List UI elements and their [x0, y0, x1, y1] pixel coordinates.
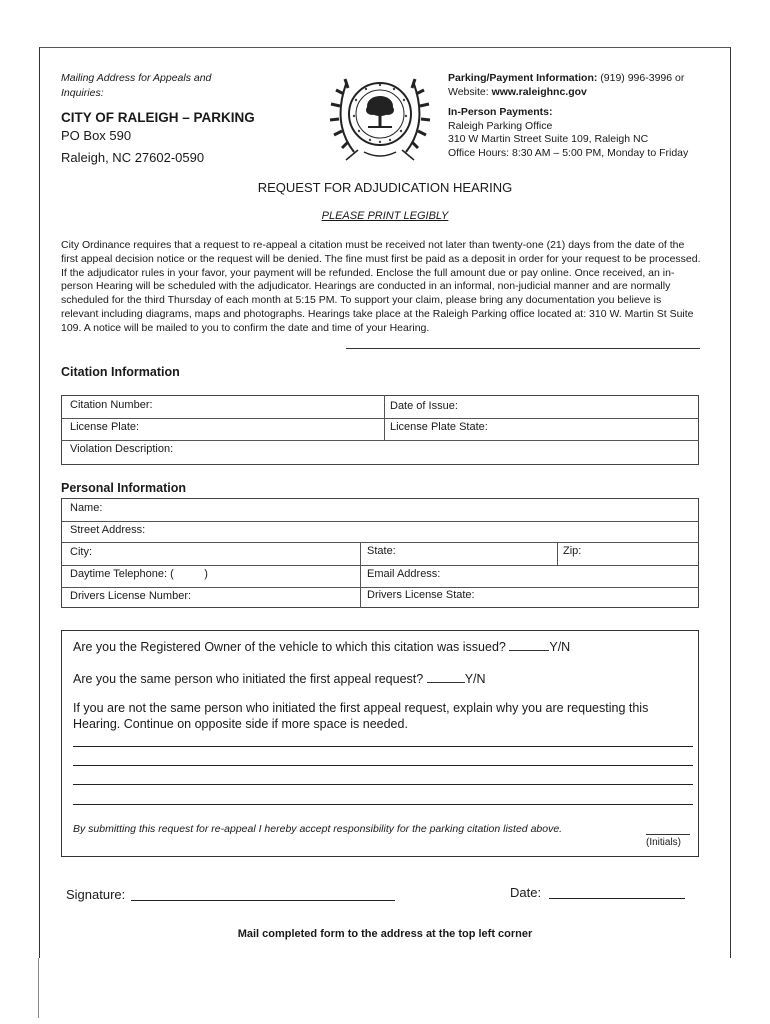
- email-address-field[interactable]: Email Address:: [367, 568, 441, 580]
- date-of-issue-field[interactable]: Date of Issue:: [390, 400, 458, 412]
- personal-heading: Personal Information: [61, 481, 187, 495]
- citation-heading: Citation Information: [61, 365, 180, 379]
- explanation-line-4[interactable]: [73, 804, 693, 805]
- divider: [61, 565, 699, 566]
- scan-edge: [38, 958, 39, 1018]
- divider: [61, 440, 699, 441]
- same-person-question: [73, 670, 486, 686]
- initials-label: (Initials): [646, 837, 682, 848]
- zip-field[interactable]: Zip:: [563, 545, 582, 557]
- date-line[interactable]: [549, 898, 685, 899]
- street-address-field[interactable]: Street Address:: [70, 524, 146, 536]
- city-name: CITY OF RALEIGH – PARKING: [61, 110, 255, 125]
- same-person-answer[interactable]: [427, 670, 465, 683]
- parking-phone: (919) 996-3996 or: [600, 72, 685, 84]
- office-address: 310 W Martin Street Suite 109, Raleigh NC: [448, 133, 649, 145]
- state-field[interactable]: State:: [367, 545, 396, 557]
- divider: [61, 542, 699, 543]
- divider: [61, 521, 699, 522]
- contact-info: [448, 72, 718, 160]
- violation-description-field[interactable]: Violation Description:: [70, 443, 174, 455]
- same-person-text: Are you the same person who initiated the first appeal request?: [73, 672, 424, 686]
- signature-label: Signature:: [66, 887, 126, 902]
- in-person-payments-label: In-Person Payments:: [448, 106, 553, 118]
- office-name: Raleigh Parking Office: [448, 119, 553, 132]
- intro-divider: [346, 348, 700, 349]
- citation-number-field[interactable]: Citation Number:: [70, 399, 153, 411]
- license-plate-field[interactable]: License Plate:: [70, 421, 140, 433]
- acknowledgement-text: By submitting this request for re-appeal I hereby accept responsibility for the parking citation listed above.: [73, 823, 563, 835]
- divider: [61, 418, 699, 419]
- explanation-prompt: If you are not the same person who initiated the first appeal request, explain why you are requesting this Hearing. Continue on opposite side if more space is needed.: [73, 701, 649, 731]
- po-box: PO Box 590: [61, 128, 132, 143]
- registered-owner-question: [73, 638, 570, 654]
- name-field[interactable]: Name:: [70, 502, 103, 514]
- office-hours: Office Hours: 8:30 AM – 5:00 PM, Monday to Friday: [448, 146, 689, 159]
- drivers-license-state-field[interactable]: Drivers License State:: [367, 589, 475, 601]
- city-state-zip: Raleigh, NC 27602-0590: [61, 150, 205, 165]
- city-field[interactable]: City:: [70, 546, 92, 558]
- divider: [360, 542, 361, 608]
- print-legibly-notice: PLEASE PRINT LEGIBLY: [321, 210, 449, 222]
- divider: [557, 542, 558, 565]
- date-label: Date:: [510, 885, 542, 900]
- registered-owner-yn: Y/N: [549, 640, 571, 654]
- divider: [384, 395, 385, 440]
- signature-line[interactable]: [131, 900, 395, 901]
- website-link[interactable]: www.raleighnc.gov: [491, 85, 587, 98]
- explanation-line-1[interactable]: [73, 746, 693, 747]
- drivers-license-number-field[interactable]: Drivers License Number:: [70, 590, 192, 602]
- registered-owner-answer[interactable]: [509, 638, 549, 651]
- city-seal-icon: [324, 64, 436, 164]
- form-title: REQUEST FOR ADJUDICATION HEARING: [257, 180, 513, 195]
- explanation-line-2[interactable]: [73, 765, 693, 766]
- explanation-line-3[interactable]: [73, 784, 693, 785]
- parking-payment-label: Parking/Payment Information:: [448, 72, 598, 84]
- mailing-instruction: Mail completed form to the address at the top left corner: [237, 928, 533, 940]
- mailing-address: [61, 126, 204, 167]
- divider: [61, 587, 699, 588]
- intro-paragraph: City Ordinance requires that a request to re-appeal a citation must be received not later than twenty-one (21) days from the date of the first appeal decision notice or the request will be denied. The fine must first be paid as a deposit in order for your request to be processed. If the adjudicator rules in your favor, your payment will be refunded. Enclose the full amount due or pay online. Once received, an in-person Hearing will be scheduled with the adjudicator. Hearings are conducted in an informal, non-judicial manner and are normally scheduled for the third Thursday of each month at 5:15 PM. To support your claim, please bring any documentation you believe is relevant including diagrams, maps and photographs. Hearings take place at the Raleigh Parking office located at: 310 W. Martin St Suite 109. A notice will be mailed to you to confirm the date and time of your Hearing.: [61, 239, 701, 334]
- registered-owner-text: Are you the Registered Owner of the vehicle to which this citation was issued?: [73, 640, 506, 654]
- initials-line[interactable]: [646, 834, 690, 835]
- license-plate-state-field[interactable]: License Plate State:: [390, 421, 488, 433]
- mailing-address-label: Mailing Address for Appeals and Inquiries:: [61, 72, 212, 99]
- website-label: Website:: [448, 85, 489, 98]
- daytime-telephone-field[interactable]: Daytime Telephone: ( ): [70, 568, 208, 580]
- same-person-yn: Y/N: [464, 672, 486, 686]
